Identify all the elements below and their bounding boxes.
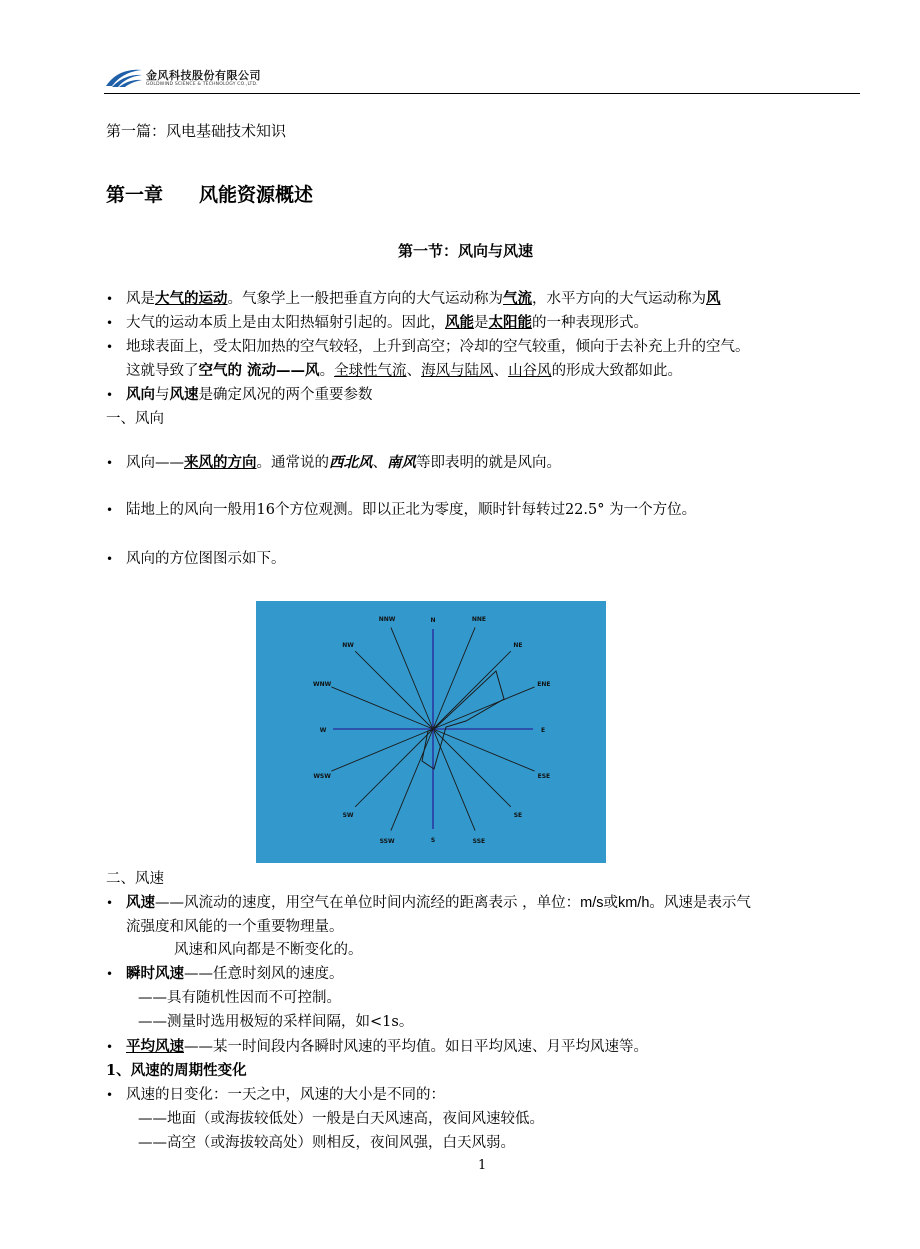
list-item-note: ——地面（或海拔较低处）一般是白天风速高，夜间风速较低。 bbox=[138, 1111, 544, 1127]
list-item-continuation: 流强度和风能的一个重要物理量。 bbox=[126, 919, 344, 935]
compass-label-w: W bbox=[319, 727, 327, 734]
list-item: • 风向与风速是确定风况的两个重要参数 bbox=[106, 386, 373, 403]
compass-label-sw: SW bbox=[342, 811, 354, 819]
chapter-name: 风能资源概述 bbox=[199, 184, 314, 206]
part-title: 第一篇：风电基础技术知识 bbox=[106, 122, 287, 140]
list-item-note: ——测量时选用极短的采样间隔，如<1s。 bbox=[138, 1014, 414, 1030]
compass-label-wnw: WNW bbox=[312, 681, 332, 689]
compass-ray-sw bbox=[355, 729, 433, 807]
wind-rose-diagram bbox=[256, 601, 606, 863]
company-logo bbox=[104, 64, 304, 94]
list-item-note: ——高空（或海拔较高处）则相反，夜间风强，白天风弱。 bbox=[138, 1135, 515, 1151]
compass-ray-nw bbox=[355, 651, 433, 729]
list-item: • 瞬时风速——任意时刻风的速度。 bbox=[106, 965, 344, 982]
compass-label-ssw: SSW bbox=[379, 837, 395, 845]
compass-label-e: E bbox=[540, 727, 546, 734]
bullet-icon: • bbox=[106, 503, 114, 517]
list-item: • 风是大气的运动。气象学上一般把垂直方向的大气运动称为气流，水平方向的大气运动称为风 bbox=[106, 290, 721, 307]
compass-label-nnw: NNW bbox=[378, 616, 396, 624]
list-item-continuation: 这就导致了空气的 流动——风。全球性气流、海风与陆风、山谷风的形成大致都如此。 bbox=[126, 362, 683, 379]
list-item: • 风向——来风的方向。通常说的西北风、南风等即表明的就是风向。 bbox=[106, 454, 561, 471]
company-name-en: GOLDWIND SCIENCE & TECHNOLOGY CO.,LTD. bbox=[146, 82, 258, 87]
compass-label-s: S bbox=[430, 837, 436, 844]
compass-ray-se bbox=[433, 729, 511, 807]
compass-label-nne: NNE bbox=[471, 616, 486, 624]
compass-label-ene: ENE bbox=[537, 681, 551, 689]
wind-rose-figure bbox=[256, 601, 606, 863]
compass-label-ese: ESE bbox=[537, 772, 551, 780]
bullet-icon: • bbox=[106, 1088, 114, 1102]
list-item: • 平均风速——某一时间段内各瞬时风速的平均值。如日平均风速、月平均风速等。 bbox=[106, 1038, 648, 1055]
compass-label-sse: SSE bbox=[472, 837, 486, 845]
list-item: • 风速的日变化：一天之中，风速的大小是不同的： bbox=[106, 1087, 445, 1103]
compass-label-n: N bbox=[430, 617, 436, 624]
bullet-icon: • bbox=[106, 896, 114, 910]
bullet-icon: • bbox=[106, 316, 114, 330]
subheading-wind-direction: 一、风向 bbox=[106, 411, 164, 427]
section-title: 第一节：风向与风速 bbox=[398, 242, 534, 260]
bullet-icon: • bbox=[106, 292, 114, 306]
wind-frequency-polygon bbox=[422, 671, 504, 769]
bullet-icon: • bbox=[106, 388, 114, 402]
list-item: • 大气的运动本质上是由太阳热辐射引起的。因此，风能是太阳能的一种表现形式。 bbox=[106, 314, 648, 331]
compass-label-se: SE bbox=[513, 811, 523, 819]
goldwind-swoosh-icon bbox=[104, 64, 144, 90]
bullet-icon: • bbox=[106, 340, 114, 354]
chapter-title bbox=[106, 180, 313, 207]
list-item: • 风向的方位图图示如下。 bbox=[106, 551, 286, 567]
compass-label-nw: NW bbox=[342, 642, 354, 650]
bullet-icon: • bbox=[106, 456, 114, 470]
list-item: • 地球表面上，受太阳加热的空气较轻，上升到高空；冷却的空气较重，倾向于去补充上升的空气。 bbox=[106, 339, 750, 355]
list-item: • 风速——风流动的速度，用空气在单位时间内流经的距离表示 ，单位：m/s或km/h。风速是表示气 bbox=[106, 894, 751, 911]
company-name-cn: 金风科技股份有限公司 bbox=[146, 69, 261, 82]
list-item-note: 风速和风向都是不断变化的。 bbox=[174, 942, 363, 958]
bullet-icon: • bbox=[106, 1040, 114, 1054]
bullet-icon: • bbox=[106, 967, 114, 981]
compass-label-wsw: WSW bbox=[313, 772, 331, 780]
header-rule bbox=[104, 93, 860, 94]
chapter-number: 第一章 bbox=[106, 184, 164, 206]
page-number: 1 bbox=[478, 1158, 487, 1173]
list-item: • 陆地上的风向一般用16个方位观测。即以正北为零度，顺时针每转过22.5° 为一个方位。 bbox=[106, 502, 697, 518]
bullet-icon: • bbox=[106, 552, 114, 566]
subheading-periodicity: 1、风速的周期性变化 bbox=[106, 1062, 247, 1079]
subheading-wind-speed: 二、风速 bbox=[106, 871, 164, 887]
list-item-note: ——具有随机性因而不可控制。 bbox=[138, 990, 341, 1006]
compass-label-ne: NE bbox=[513, 642, 523, 650]
